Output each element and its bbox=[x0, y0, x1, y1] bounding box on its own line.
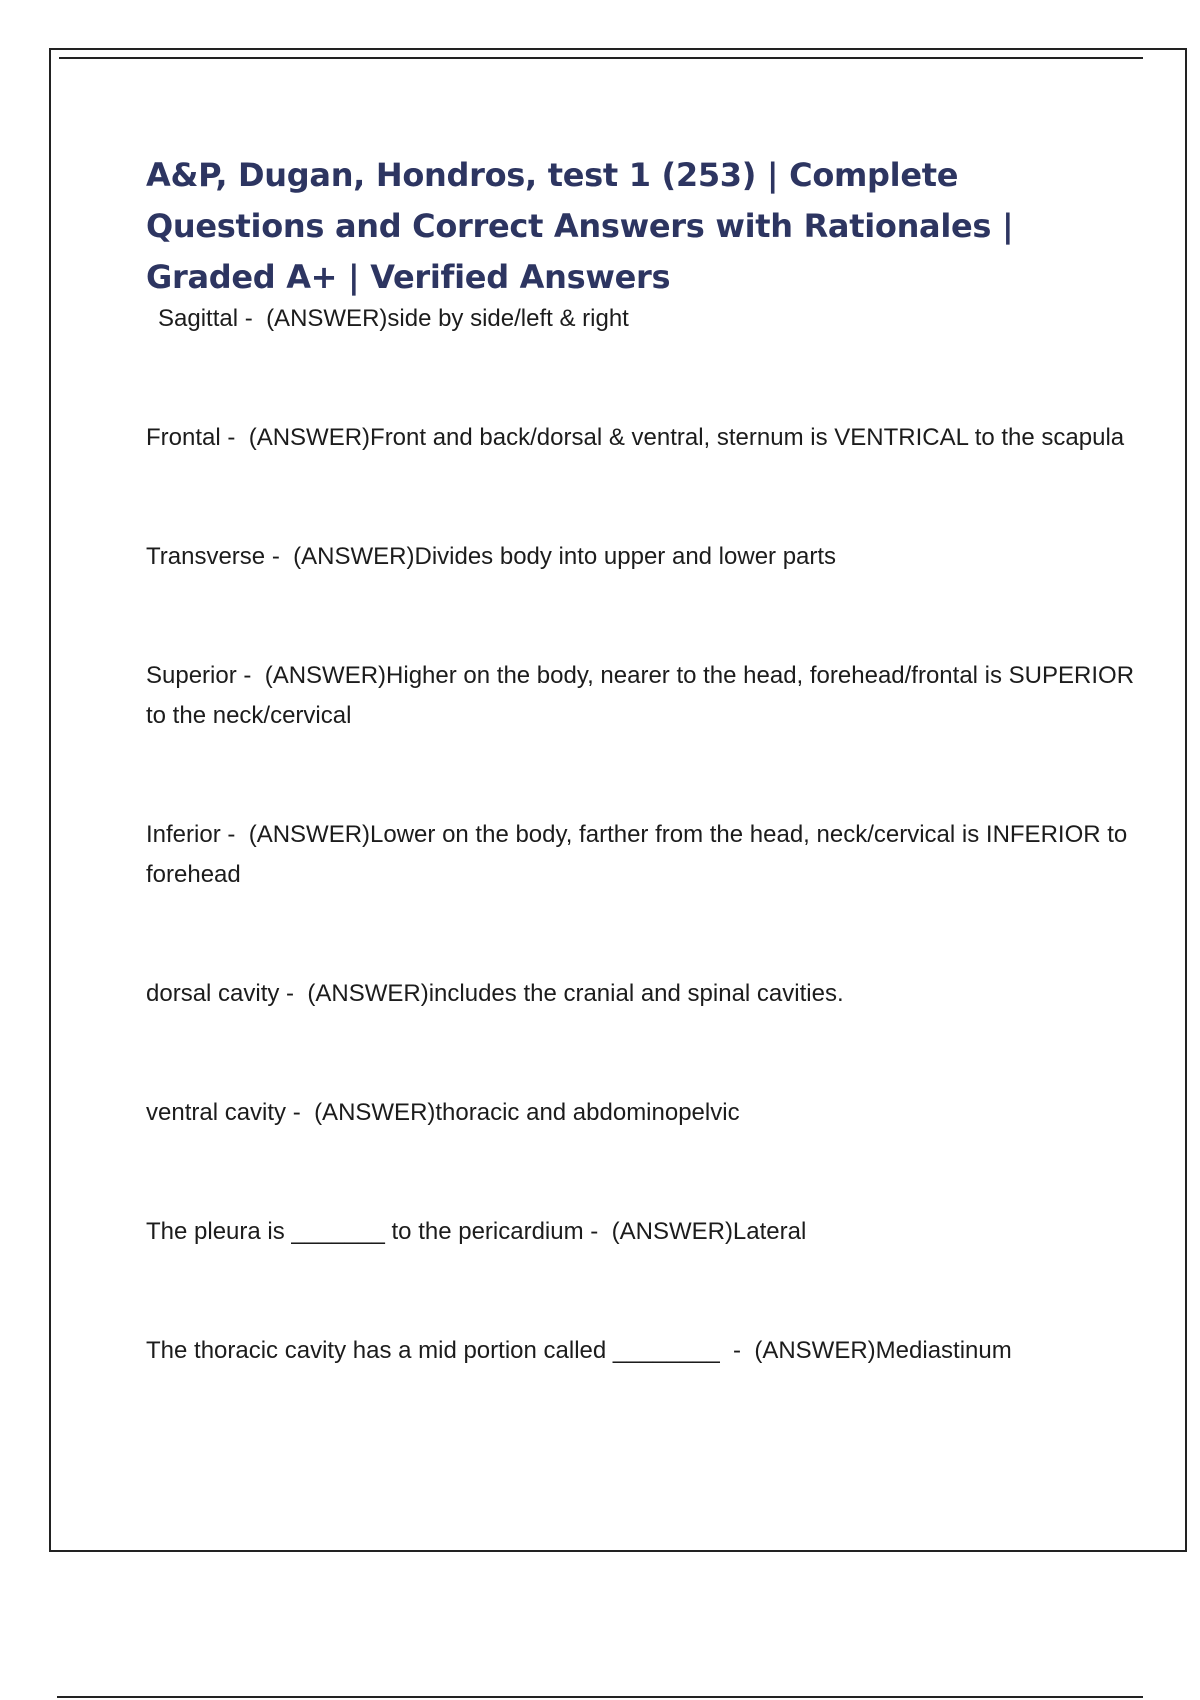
qa-separator: - bbox=[265, 543, 294, 570]
qa-separator: - bbox=[286, 1099, 315, 1126]
qa-separator: - bbox=[220, 821, 249, 848]
qa-term: dorsal cavity bbox=[146, 980, 280, 1007]
qa-answer: (ANSWER)Lower on the body, farther from the head, neck/cervical is INFERIOR to forehead bbox=[146, 821, 1128, 888]
qa-separator: - bbox=[279, 980, 308, 1007]
qa-list bbox=[146, 299, 1136, 1371]
qa-item-pleura bbox=[146, 1212, 1136, 1252]
qa-answer: (ANSWER)Front and back/dorsal & ventral, sternum is VENTRICAL to the scapula bbox=[248, 424, 1125, 451]
qa-separator: - bbox=[583, 1218, 612, 1245]
qa-answer: (ANSWER)side by side/left & right bbox=[266, 305, 629, 332]
qa-answer: (ANSWER)includes the cranial and spinal cavities. bbox=[307, 980, 844, 1007]
qa-term: The thoracic cavity has a mid portion called ________ bbox=[146, 1337, 720, 1364]
qa-item-ventral-cavity bbox=[146, 1093, 1136, 1133]
qa-answer: (ANSWER)Mediastinum bbox=[754, 1337, 1012, 1364]
qa-term: The pleura is _______ to the pericardium bbox=[146, 1218, 584, 1245]
document-title: A&P, Dugan, Hondros, test 1 (253) | Complete Questions and Correct Answers with Rationales | Graded A+ | Verified Answers bbox=[146, 156, 1014, 296]
qa-answer: (ANSWER)Higher on the body, nearer to the head, forehead/frontal is SUPERIOR to the neck/cervical bbox=[146, 662, 1135, 729]
qa-item-dorsal-cavity bbox=[146, 974, 1136, 1014]
page-frame bbox=[49, 48, 1187, 1552]
qa-term: Superior bbox=[146, 662, 237, 689]
bottom-rule bbox=[57, 1696, 1143, 1698]
qa-term: ventral cavity bbox=[146, 1099, 287, 1126]
qa-answer: (ANSWER)Lateral bbox=[611, 1218, 807, 1245]
qa-separator: - bbox=[220, 424, 249, 451]
qa-item-frontal bbox=[146, 418, 1136, 458]
top-rule bbox=[59, 57, 1143, 59]
qa-item-inferior bbox=[146, 815, 1136, 895]
qa-term: Inferior bbox=[146, 821, 221, 848]
qa-item-transverse bbox=[146, 537, 1136, 577]
qa-item-sagittal bbox=[146, 299, 1136, 339]
qa-term: Frontal bbox=[146, 424, 221, 451]
qa-term: Transverse bbox=[146, 543, 266, 570]
qa-answer: (ANSWER)thoracic and abdominopelvic bbox=[314, 1099, 740, 1126]
qa-separator: - bbox=[236, 662, 265, 689]
qa-separator: - bbox=[238, 305, 267, 332]
qa-item-thoracic-cavity bbox=[146, 1331, 1136, 1371]
qa-term: Sagittal bbox=[158, 305, 239, 332]
page-content bbox=[146, 150, 1136, 1371]
qa-separator: - bbox=[719, 1337, 755, 1364]
qa-item-superior bbox=[146, 656, 1136, 736]
qa-answer: (ANSWER)Divides body into upper and lower parts bbox=[293, 543, 837, 570]
